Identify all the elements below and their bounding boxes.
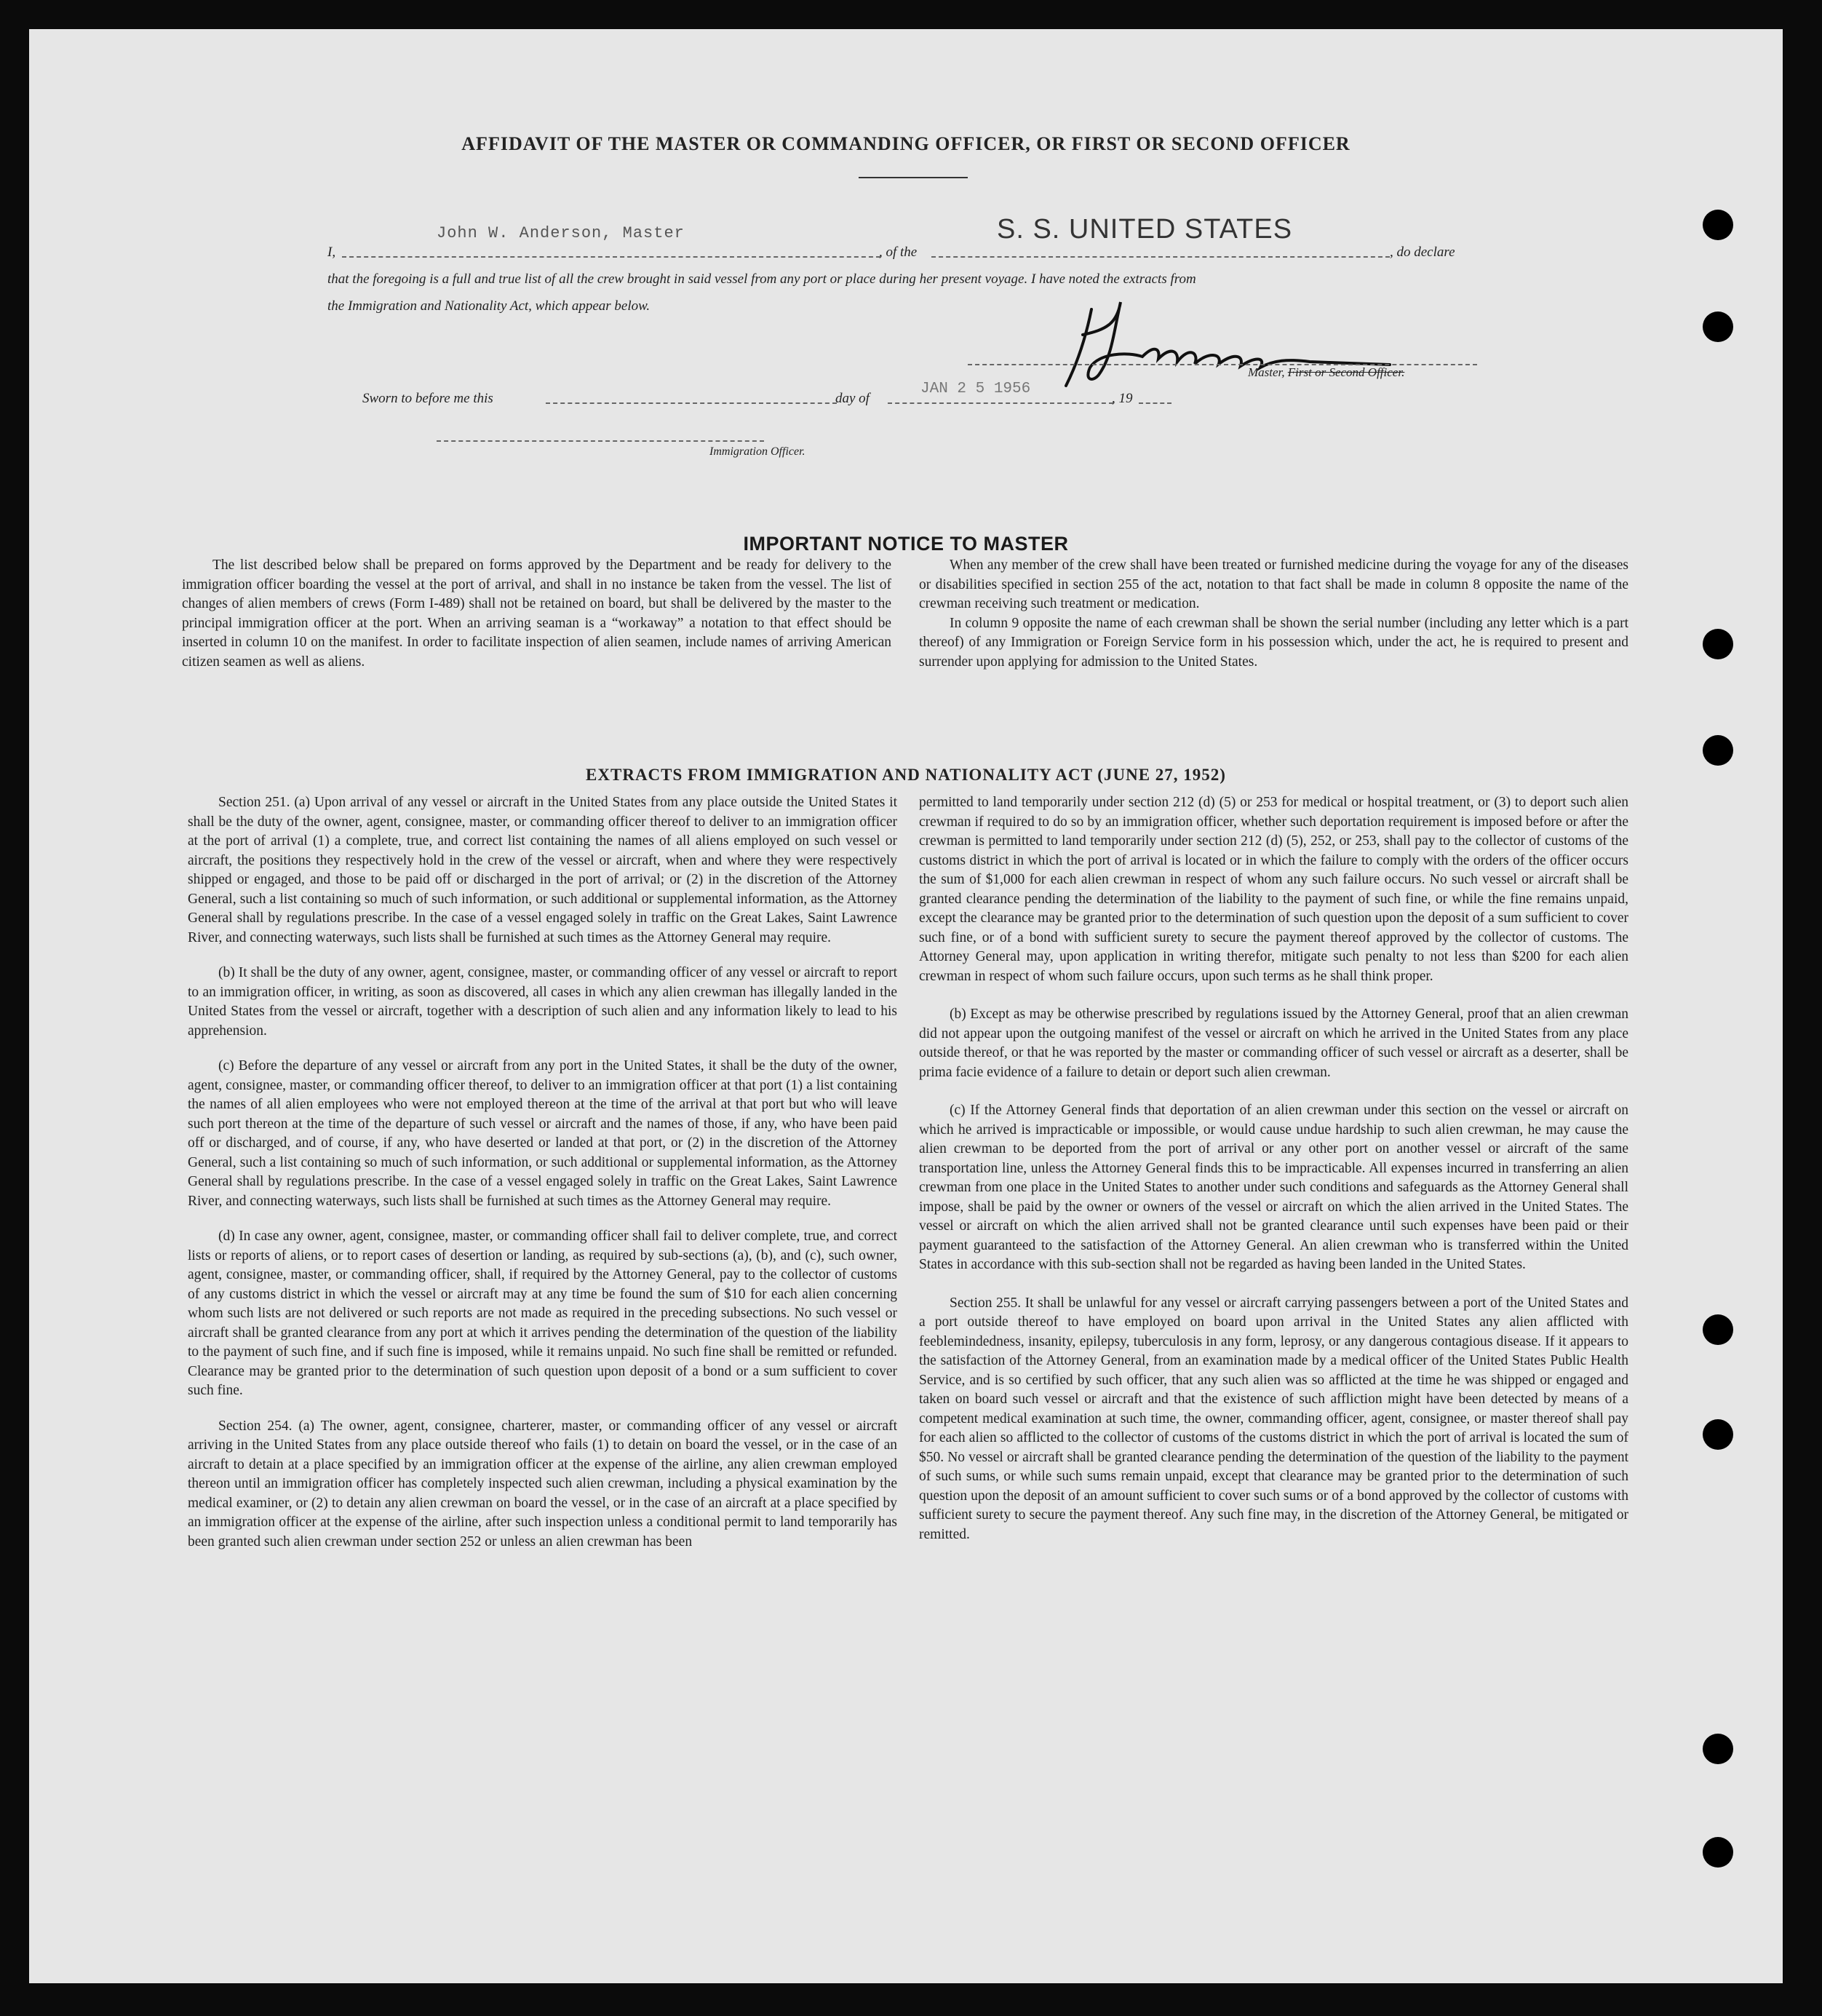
notice-title: IMPORTANT NOTICE TO MASTER — [743, 533, 1069, 555]
immigration-officer-caption: Immigration Officer. — [709, 445, 805, 458]
declaration-line-2: the Immigration and Nationality Act, which appear below. — [327, 298, 651, 314]
extracts-title: EXTRACTS FROM IMMIGRATION AND NATIONALITY ACT (JUNE 27, 1952) — [586, 766, 1226, 784]
extract-paragraph-text: Section 254. (a) The owner, agent, consignee, charterer, master, or commanding officer of any vessel or aircraft arriving in the United States from any place outside thereof who fails (1) to detain on board the vessel, or in the case of an aircraft to detain at a place specified by an immigration officer at the expense of the airline, any alien crewman employed thereon until an immigration officer has completely inspected such alien crewman, including a physical examination by the medical examiner, or (2) to detain any alien crewman on board the vessel, or in the case of an aircraft at a place specified by an immigration officer at the expense of the airline, after such inspection unless a conditional permit to land temporarily has been granted such alien crewman under section 252 or unless an alien crewman has been — [188, 1418, 897, 1549]
year-prefix: , 19 — [1112, 391, 1133, 406]
name-line — [342, 256, 880, 258]
vessel-name: S. S. UNITED STATES — [997, 214, 1293, 245]
extract-paragraph-text: (c) If the Attorney General finds that deportation of an alien crewman under this section on the vessel or aircraft on which he arrived is impracticable or impossible, or would cause undue hardship to such alien crewman, he may cause the alien crewman to be deported from the port of arrival or any other port on another vessel or aircraft of the same transportation line, unless the Attorney General finds this to be impracticable. All expenses incurred in transferring an alien crewman from one place in the United States to another under such conditions and safeguards as the Attorney General shall impose, shall be paid by the owner or owners of the vessel or aircraft on which the alien arrived in the United States. The vessel or aircraft on which the alien arrived shall not be granted clearance until such expenses have been paid or their payment guaranteed to the satisfaction of the Attorney General. An alien crewman who is transferred within the United States in accordance with this sub-section shall not be regarded as having been landed in the United States. — [919, 1103, 1628, 1272]
officer-line — [437, 440, 764, 442]
extracts-left-column — [188, 793, 897, 1568]
extract-paragraph-text: (b) Except as may be otherwise prescribed by regulations issued by the Attorney General, proof that an alien crewman did not appear upon the outgoing manifest of the vessel or aircraft on which he arrived in the United States from any place outside thereof, or that he was reported by the master or commanding officer of such vessel or aircraft as a deserter, shall be prima facie evidence of a failure to detain or deport such alien crewman. — [919, 1007, 1628, 1080]
extracts-right-column — [919, 793, 1628, 1560]
extract-paragraph — [188, 1227, 897, 1401]
punch-hole — [1703, 1419, 1733, 1450]
notice-paragraph — [919, 614, 1628, 672]
notice-paragraph — [919, 556, 1628, 614]
extract-paragraph-text: (b) It shall be the duty of any owner, agent, consignee, master, or commanding officer of any vessel or aircraft to report to an immigration officer, in writing, as soon as discovered, all cases in which any alien crewman has illegally landed in the United States from the vessel or aircraft, together with a description of such alien and any information likely to lead to his apprehension. — [188, 965, 897, 1039]
extract-paragraph — [188, 1057, 897, 1211]
extract-paragraph — [919, 793, 1628, 986]
extract-paragraph-text: (d) In case any owner, agent, consignee, master, or commanding officer shall fail to deliver complete, true, and correct lists or reports of aliens, or to report cases of desertion or landing, as required by sub-sections (a), (b), and (c), such owner, agent, consignee, master, or commanding officer, shall, if required by the Attorney General, pay to the collector of customs of any customs district in which the vessel or aircraft may at any time be found the sum of $10 for each alien concerning whom such lists are not delivered or such reports are not made as required in the preceding subsections. No such vessel or aircraft shall be granted clearance from any port at which it arrives pending the determination of the question of the liability to the payment of such fine, and if such fine is imposed, while it remains unpaid. No such fine shall be remitted or refunded. Clearance may be granted prior to the determination of such question upon deposit of a bond or a sum sufficient to cover such fine. — [188, 1229, 897, 1398]
punch-hole — [1703, 1734, 1733, 1764]
notice-paragraph-text: When any member of the crew shall have been treated or furnished medicine during the voyage for any of the diseases or disabilities specified in section 255 of the act, notation to that fact shall be made in column 8 opposite the name of the crewman receiving such treatment or medication. — [919, 557, 1628, 611]
extract-paragraph — [919, 1294, 1628, 1545]
punch-hole — [1703, 735, 1733, 766]
vessel-line — [931, 256, 1390, 258]
master-name: John W. Anderson, Master — [437, 224, 685, 242]
extract-paragraph — [188, 1417, 897, 1552]
punch-hole — [1703, 210, 1733, 240]
sworn-day-line — [546, 402, 837, 404]
i-label: I, — [327, 245, 336, 260]
notice-paragraph — [182, 556, 891, 672]
sworn-label: Sworn to before me this — [362, 391, 493, 406]
extract-paragraph-text: permitted to land temporarily under section 212 (d) (5) or 253 for medical or hospital treatment, or (3) to deport such alien crewman if required to do so by an immigration officer, whether such deportation requirement is imposed before or after the crewman is permitted to land temporarily under section 212 (d) (5), 252, or 253, shall pay to the collector of customs of the customs district in which the port of arrival is located or in which the failure to comply with the orders of the officer occurs the sum of $1,000 for each alien crewman in respect of whom any such failure occurs. No such vessel or aircraft shall be granted clearance pending the determination of the liability to the payment of such fine, or while the fine remains unpaid, except the clearance may be granted prior to the determination of such question upon the deposit of a sum sufficient to cover such fine, or of a bond with sufficient surety to secure the payment thereof approved by the collector of customs. The Attorney General may, upon application in writing therefor, mitigate such penalty to not less than $200 for each alien crewman in respect of whom such failure occurs, upon such terms as he shall think proper. — [919, 795, 1628, 984]
extract-paragraph-text: Section 255. It shall be unlawful for any vessel or aircraft carrying passengers between a port of the United States and a port outside thereof to have employed on board upon arrival in the United States any alien afflicted with feeblemindedness, insanity, epilepsy, tuberculosis in any form, leprosy, or any dangerous contagious disease. If it appears to the satisfaction of the Attorney General, from an examination made by a medical officer of the United States Public Health Service, and is so certified by such officer, that any such alien was so afflicted at the time he was shipped or engaged and taken on board such vessel or aircraft and that the existence of such affliction might have been detected by means of a competent medical examination at such time, the owner, commanding officer, agent, consignee, or master thereof shall pay for each alien so afflicted to the collector of customs of the customs district in which the port of arrival is located the sum of $50. No vessel or aircraft shall be granted clearance pending the determination of the question of the liability to the payment of such sums, or while such sums remain unpaid, except that clearance may be granted prior to the determination of such question upon the deposit of an amount sufficient to cover such sums or of a bond approved by the collector of customs with sufficient surety to secure the payment thereof. Any such fine may, in the discretion of the Attorney General, be mitigated or remitted. — [919, 1295, 1628, 1542]
extract-paragraph-text: Section 251. (a) Upon arrival of any vessel or aircraft in the United States from any place outside the United States it shall be the duty of the owner, agent, consignee, master, or commanding officer thereof to deliver to an immigration officer at the port of arrival (1) a complete, true, and correct list containing the names of all aliens employed on such vessel or aircraft, the positions they respectively hold in the crew of the vessel or aircraft, when and where they were respectively shipped or engaged, and those to be paid off or discharged in the port of arrival; or (2) in the discretion of the Attorney General, such a list containing so much of such information, or such additional or supplemental information, as the Attorney General shall by regulations prescribe. In the case of a vessel engaged solely in traffic on the Great Lakes, Saint Lawrence River, and connecting waterways, such lists shall be furnished at such times as the Attorney General may require. — [188, 795, 897, 945]
title-rule — [859, 177, 968, 178]
notice-left-column — [182, 556, 891, 688]
extract-paragraph — [188, 964, 897, 1041]
extract-paragraph — [919, 1005, 1628, 1082]
punch-hole — [1703, 1314, 1733, 1345]
master-caption-master: Master, — [1248, 365, 1285, 379]
master-caption-struck: First or Second Officer. — [1287, 365, 1405, 379]
punch-hole — [1703, 311, 1733, 342]
notice-paragraph-text: In column 9 opposite the name of each crewman shall be shown the serial number (including any letter which is a part thereof) of any Immigration or Foreign Service form in his possession which, under the act, he is required to present and surrender upon applying for admission to the United States. — [919, 615, 1628, 670]
notice-paragraph-text: The list described below shall be prepared on forms approved by the Department and be ready for delivery to the immigration officer boarding the vessel at the port of arrival, and shall in no instance be taken from the vessel. The list of changes of alien members of crews (Form I-489) shall not be retained on board, but shall be delivered by the master to the principal immigration officer at the port. When an arriving seaman is a “workaway” a notation to that effect should be inserted in column 10 on the manifest. In order to facilitate inspection of alien seamen, include names of arriving American citizen seamen as well as aliens. — [182, 557, 891, 670]
master-caption — [1248, 365, 1404, 380]
affidavit-title: AFFIDAVIT OF THE MASTER OR COMMANDING OFFICER, OR FIRST OR SECOND OFFICER — [461, 133, 1350, 154]
extract-paragraph — [188, 793, 897, 948]
year-line — [1139, 402, 1171, 404]
do-declare-label: , do declare — [1390, 245, 1455, 260]
punch-hole — [1703, 629, 1733, 659]
of-the-label: , of the — [879, 245, 918, 260]
extract-paragraph — [919, 1101, 1628, 1275]
notice-right-column — [919, 556, 1628, 688]
document-page — [29, 29, 1783, 1983]
sworn-month-line — [888, 402, 1113, 404]
extract-paragraph-text: (c) Before the departure of any vessel or aircraft from any port in the United States, it shall be the duty of the owner, agent, consignee, master, or commanding officer thereof, to deliver to an immigration officer at that port (1) a list containing the names of all alien employees who were not employed thereon at the time of the arrival at that port but who will leave such port thereon at the time of the departure of such vessel or aircraft and the names of those, if any, who have been paid off or discharged, and of course, if any, who have deserted or landed at that port, or (2) in the discretion of the Attorney General, such a list containing so much of such information, or such additional or supplemental information, as the Attorney General shall by regulations prescribe. In the case of a vessel engaged solely in traffic on the Great Lakes, Saint Lawrence River, and connecting waterways, such lists shall be furnished at such times as the Attorney General may require. — [188, 1058, 897, 1209]
punch-hole — [1703, 1837, 1733, 1868]
date-stamp: JAN 2 5 1956 — [920, 381, 1031, 397]
declaration-line-1: that the foregoing is a full and true list of all the crew brought in said vessel from any port or place during her present voyage. I have noted the extracts from — [327, 271, 1196, 287]
day-of-label: day of — [835, 391, 870, 406]
